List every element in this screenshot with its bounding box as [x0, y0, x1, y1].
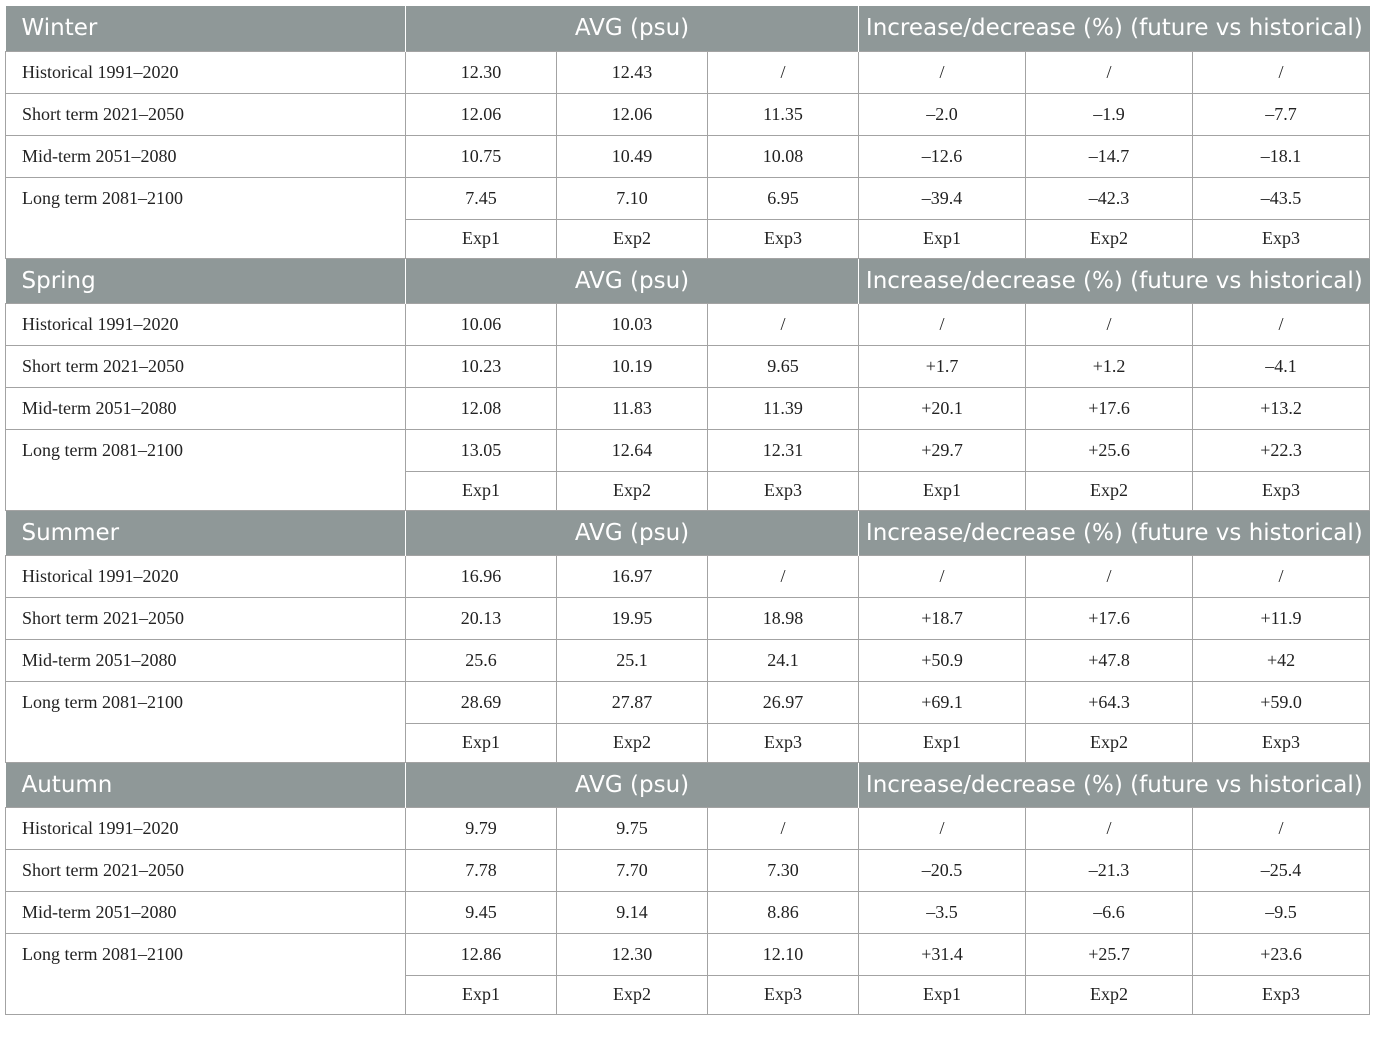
table-cell: +50.9 [859, 639, 1026, 681]
table-cell: 7.78 [406, 849, 557, 891]
table-row [6, 891, 1370, 933]
table-row [6, 345, 1370, 387]
experiment-label: Exp3 [708, 471, 859, 510]
experiment-label: Exp1 [406, 975, 557, 1014]
table-cell: 24.1 [708, 639, 859, 681]
table-cell: / [1026, 51, 1193, 93]
table-cell: 6.95 [708, 177, 859, 219]
experiment-label: Exp3 [708, 975, 859, 1014]
table-row [6, 639, 1370, 681]
period-label: Historical 1991–2020 [6, 51, 406, 93]
table-cell: 7.10 [557, 177, 708, 219]
table-cell: / [1193, 303, 1370, 345]
season-title: Autumn [6, 762, 406, 807]
table-cell: 11.39 [708, 387, 859, 429]
experiment-label-row [6, 723, 1370, 762]
experiment-label-row [6, 219, 1370, 258]
table-cell: 12.64 [557, 429, 708, 471]
table-cell: 12.06 [557, 93, 708, 135]
period-label: Short term 2021–2050 [6, 345, 406, 387]
table-row [6, 597, 1370, 639]
table-cell: / [708, 51, 859, 93]
table-cell: / [1193, 555, 1370, 597]
table-cell: +25.7 [1026, 933, 1193, 975]
table-cell: 12.08 [406, 387, 557, 429]
table-row [6, 93, 1370, 135]
table-cell: 7.70 [557, 849, 708, 891]
season-header-row [6, 6, 1370, 51]
table-row [6, 177, 1370, 219]
avg-header: AVG (psu) [406, 510, 859, 555]
table-row [6, 303, 1370, 345]
avg-header: AVG (psu) [406, 258, 859, 303]
table-cell: 12.06 [406, 93, 557, 135]
change-header: Increase/decrease (%) (future vs historical) [859, 258, 1370, 303]
table-cell: –7.7 [1193, 93, 1370, 135]
table-row [6, 135, 1370, 177]
period-label: Short term 2021–2050 [6, 849, 406, 891]
experiment-label: Exp2 [557, 471, 708, 510]
table-cell: 8.86 [708, 891, 859, 933]
table-row [6, 849, 1370, 891]
table-cell: +42 [1193, 639, 1370, 681]
experiment-label: Exp3 [1193, 471, 1370, 510]
table-cell: –6.6 [1026, 891, 1193, 933]
table-cell: 7.30 [708, 849, 859, 891]
table-row [6, 51, 1370, 93]
period-label: Long term 2081–2100 [6, 429, 406, 471]
table-row [6, 681, 1370, 723]
table-cell: 9.14 [557, 891, 708, 933]
experiment-label: Exp2 [1026, 471, 1193, 510]
experiment-label: Exp1 [406, 471, 557, 510]
table-cell: 9.79 [406, 807, 557, 849]
empty-label-cell [6, 975, 406, 1014]
experiment-label: Exp1 [859, 219, 1026, 258]
experiment-label: Exp3 [1193, 219, 1370, 258]
table-cell: +13.2 [1193, 387, 1370, 429]
experiment-label: Exp3 [708, 723, 859, 762]
table-cell: 7.45 [406, 177, 557, 219]
period-label: Historical 1991–2020 [6, 555, 406, 597]
table-cell: –12.6 [859, 135, 1026, 177]
experiment-label: Exp3 [708, 219, 859, 258]
table-cell: +47.8 [1026, 639, 1193, 681]
table-cell: +25.6 [1026, 429, 1193, 471]
table-cell: 16.97 [557, 555, 708, 597]
table-cell: –18.1 [1193, 135, 1370, 177]
period-label: Short term 2021–2050 [6, 93, 406, 135]
table-cell: +1.7 [859, 345, 1026, 387]
table-cell: / [708, 807, 859, 849]
salinity-table [5, 6, 1370, 1015]
experiment-label: Exp1 [406, 219, 557, 258]
table-cell: 12.30 [557, 933, 708, 975]
period-label: Mid-term 2051–2080 [6, 135, 406, 177]
experiment-label: Exp3 [1193, 723, 1370, 762]
table-cell: +22.3 [1193, 429, 1370, 471]
table-cell: +64.3 [1026, 681, 1193, 723]
table-cell: 10.08 [708, 135, 859, 177]
table-cell: –9.5 [1193, 891, 1370, 933]
period-label: Long term 2081–2100 [6, 177, 406, 219]
experiment-label: Exp2 [557, 975, 708, 1014]
table-cell: / [859, 807, 1026, 849]
table-cell: +69.1 [859, 681, 1026, 723]
table-cell: / [1193, 51, 1370, 93]
table-cell: –42.3 [1026, 177, 1193, 219]
table-cell: –39.4 [859, 177, 1026, 219]
table-cell: 27.87 [557, 681, 708, 723]
season-title: Summer [6, 510, 406, 555]
experiment-label-row [6, 471, 1370, 510]
change-header: Increase/decrease (%) (future vs historical) [859, 510, 1370, 555]
table-cell: –43.5 [1193, 177, 1370, 219]
table-cell: 11.83 [557, 387, 708, 429]
table-cell: 20.13 [406, 597, 557, 639]
table-cell: 10.49 [557, 135, 708, 177]
table-cell: –4.1 [1193, 345, 1370, 387]
table-cell: –25.4 [1193, 849, 1370, 891]
experiment-label: Exp1 [406, 723, 557, 762]
change-header: Increase/decrease (%) (future vs historical) [859, 6, 1370, 51]
table-cell: / [708, 555, 859, 597]
table-cell: 9.65 [708, 345, 859, 387]
season-header-row [6, 510, 1370, 555]
empty-label-cell [6, 471, 406, 510]
experiment-label-row [6, 975, 1370, 1014]
table-row [6, 933, 1370, 975]
table-cell: +11.9 [1193, 597, 1370, 639]
table-cell: 19.95 [557, 597, 708, 639]
table-cell: 16.96 [406, 555, 557, 597]
table-cell: –2.0 [859, 93, 1026, 135]
period-label: Long term 2081–2100 [6, 933, 406, 975]
period-label: Mid-term 2051–2080 [6, 387, 406, 429]
season-header-row [6, 258, 1370, 303]
table-cell: +20.1 [859, 387, 1026, 429]
table-cell: / [708, 303, 859, 345]
table-row [6, 555, 1370, 597]
table-cell: 18.98 [708, 597, 859, 639]
table-cell: +1.2 [1026, 345, 1193, 387]
table-cell: +17.6 [1026, 387, 1193, 429]
table-cell: 10.06 [406, 303, 557, 345]
experiment-label: Exp2 [1026, 723, 1193, 762]
table-cell: 10.23 [406, 345, 557, 387]
table-cell: 11.35 [708, 93, 859, 135]
table-cell: 9.75 [557, 807, 708, 849]
table-cell: –3.5 [859, 891, 1026, 933]
table-cell: 10.75 [406, 135, 557, 177]
table-cell: / [1026, 555, 1193, 597]
table-cell: +59.0 [1193, 681, 1370, 723]
table-cell: 12.86 [406, 933, 557, 975]
table-row [6, 807, 1370, 849]
table-cell: / [859, 51, 1026, 93]
table-cell: 9.45 [406, 891, 557, 933]
table-body [6, 6, 1370, 1014]
table-cell: +18.7 [859, 597, 1026, 639]
table-cell: 28.69 [406, 681, 557, 723]
period-label: Historical 1991–2020 [6, 807, 406, 849]
table-cell: / [1026, 807, 1193, 849]
period-label: Short term 2021–2050 [6, 597, 406, 639]
period-label: Mid-term 2051–2080 [6, 891, 406, 933]
experiment-label: Exp2 [1026, 975, 1193, 1014]
table-cell: 10.19 [557, 345, 708, 387]
experiment-label: Exp2 [557, 723, 708, 762]
experiment-label: Exp1 [859, 975, 1026, 1014]
table-row [6, 387, 1370, 429]
experiment-label: Exp3 [1193, 975, 1370, 1014]
table-cell: 12.30 [406, 51, 557, 93]
table-cell: 10.03 [557, 303, 708, 345]
table-cell: 26.97 [708, 681, 859, 723]
table-cell: –21.3 [1026, 849, 1193, 891]
table-cell: +23.6 [1193, 933, 1370, 975]
table-cell: 25.1 [557, 639, 708, 681]
experiment-label: Exp1 [859, 723, 1026, 762]
table-cell: / [859, 303, 1026, 345]
table-cell: –1.9 [1026, 93, 1193, 135]
season-header-row [6, 762, 1370, 807]
table-cell: 12.43 [557, 51, 708, 93]
experiment-label: Exp2 [557, 219, 708, 258]
table-cell: 12.10 [708, 933, 859, 975]
table-cell: / [1026, 303, 1193, 345]
table-cell: +29.7 [859, 429, 1026, 471]
period-label: Long term 2081–2100 [6, 681, 406, 723]
table-cell: –20.5 [859, 849, 1026, 891]
period-label: Historical 1991–2020 [6, 303, 406, 345]
table-cell: +31.4 [859, 933, 1026, 975]
season-title: Spring [6, 258, 406, 303]
change-header: Increase/decrease (%) (future vs historical) [859, 762, 1370, 807]
experiment-label: Exp1 [859, 471, 1026, 510]
season-title: Winter [6, 6, 406, 51]
avg-header: AVG (psu) [406, 6, 859, 51]
table-cell: / [859, 555, 1026, 597]
table-cell: –14.7 [1026, 135, 1193, 177]
avg-header: AVG (psu) [406, 762, 859, 807]
table-cell: 25.6 [406, 639, 557, 681]
table-cell: +17.6 [1026, 597, 1193, 639]
table-cell: / [1193, 807, 1370, 849]
table-cell: 13.05 [406, 429, 557, 471]
empty-label-cell [6, 219, 406, 258]
period-label: Mid-term 2051–2080 [6, 639, 406, 681]
empty-label-cell [6, 723, 406, 762]
table-row [6, 429, 1370, 471]
experiment-label: Exp2 [1026, 219, 1193, 258]
table-cell: 12.31 [708, 429, 859, 471]
